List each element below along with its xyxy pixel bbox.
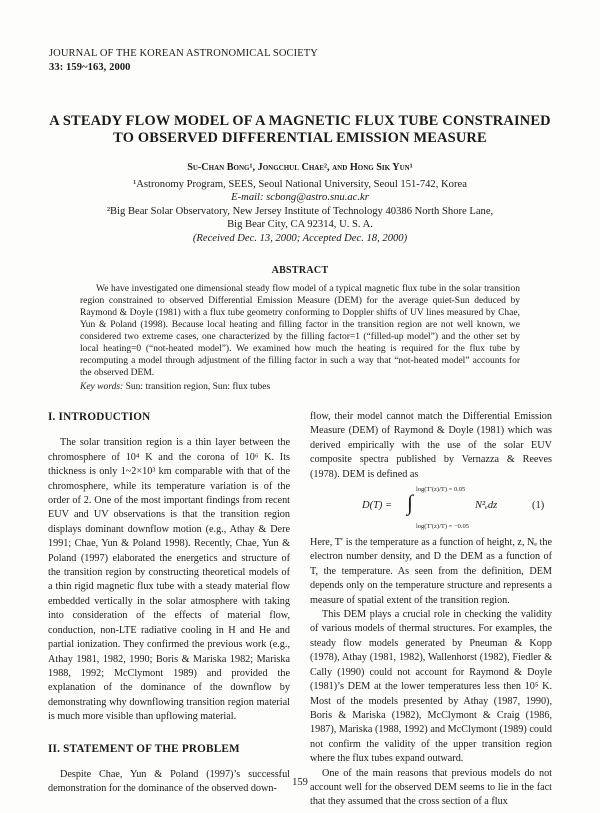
section-2-paragraph: Despite Chae, Yun & Poland (1997)’s successful demonstration for the dominance of the observed down- xyxy=(48,768,290,795)
email: E-mail: scbong@astro.snu.ac.kr xyxy=(231,192,369,204)
section-1-paragraph: The solar transition region is a thin layer between the chromosphere of 10⁴ K and the corona of 10⁶ K. Its thickness is only 1~2×10³ km comparable with that of the chromosphere, while its temperature variation is of the order of 2. One of the most important findings from recent EUV and UV observations is that the transition region displays dominant downflow motion (e.g., Athay & Dere 1991; Chae, Yun & Poland 1998). Recently, Chae, Yun & Poland (1997) elaborated the energetics and structure of the transition region by constructing theoretical models of a thin rigid magnetic flux tube with a steady material flow embedded vertically in the solar atmosphere with taking into consideration of the effects of material flow, conduction, non-LTE radiative cooling in H and He and partial ionization. They confirmed the previous work (e.g., Athay 1981, 1982, 1990; Boris & Mariska 1982; Mariska 1988, 1992; McClymont 1989) and provided the explanation of the dominance of the downflow by demonstrating why downflowing transition region material is much more visible than upflowing material. xyxy=(48,437,290,723)
equation-lhs: D(T) = xyxy=(362,500,393,512)
equation-lower-limit: log(T′(z)/T) = −0.05 xyxy=(416,523,469,531)
page-number: 159 xyxy=(292,777,308,788)
equation-1 xyxy=(310,482,552,536)
journal-header xyxy=(49,47,318,75)
affiliation-1: ¹Astronomy Program, SEES, Seoul National University, Seoul 151-742, Korea xyxy=(133,179,467,190)
right-paragraph-continued: flow, their model cannot match the Differential Emission Measure (DEM) of Raymond & Doyle (1981) which was derived empirically with the use of the solar EUV composite spectra published by Vernazza & Reeves (1978). DEM is defined as xyxy=(310,411,552,480)
paper-title xyxy=(36,113,564,147)
keywords xyxy=(80,381,520,393)
affiliation-2-line-2: Big Bear City, CA 92314, U. S. A. xyxy=(227,219,373,231)
equation-integrand: N²ₑdz xyxy=(475,500,498,512)
section-1-heading: I. INTRODUCTION xyxy=(48,411,151,423)
equation-upper-limit: log(T′(z)/T) = 0.05 xyxy=(416,486,466,494)
authors: Su-Chan Bong¹, Jongchul Chae², and Hong Sik Yun¹ xyxy=(187,162,413,173)
right-column xyxy=(310,410,552,810)
journal-name: JOURNAL OF THE KOREAN ASTRONOMICAL SOCIETY xyxy=(49,48,318,59)
title-line-2: TO OBSERVED DIFFERENTIAL EMISSION MEASURE xyxy=(113,130,487,146)
keywords-text: Sun: transition region, Sun: flux tubes xyxy=(125,382,271,392)
journal-volume: 33: 159~163, 2000 xyxy=(49,62,131,73)
keywords-label: Key words: xyxy=(80,382,124,392)
affiliation-2-line-1: ²Big Bear Solar Observatory, New Jersey Institute of Technology 40386 North Shore Lane, xyxy=(106,205,494,217)
abstract-text: We have investigated one dimensional steady flow model of a typical magnetic flux tube in the solar transition region constrained to observed Differential Emission Measure (DEM) for the average quiet-Sun deduced by Raymond & Doyle (1981) with a flux tube geometry conforming to Doppler shifts of UV lines measured by Chae, Yun & Poland (1998). Because local heating and filling factor in the transition region are not well known, we considered two extreme cases, one characterized by the filling factor=1 (“filled-up model”) and the other set by local heating=0 (“not-heated model”). We examined how much the heating is required for the flux tube by recomputing a model through adjustment of the filling factor in such a way that “not-heated model” accounts for the observed DEM. xyxy=(80,284,520,378)
integral-icon: ∫ xyxy=(407,490,414,516)
abstract-heading: ABSTRACT xyxy=(271,265,329,276)
right-paragraph-2: This DEM plays a crucial role in checking the validity of various models of thermal structures. For examples, the steady flow models generated by Pneuman & Kopp (1978), Athay (1981, 1982), Wallenhorst (1982), Fiedler & Cally (1990) could not account for Raymond & Doyle (1981)’s DEM at the lower temperatures less then 10⁵ K. Most of the models presented by Athay (1987, 1990), Boris & Mariska (1982), McClymont & Craig (1986, 1987), Mariska (1988, 1992) and McClymont (1989) could not confirm the validity of the upper transition region where the flux tubes expand outward. xyxy=(310,609,552,765)
title-line-1: A STEADY FLOW MODEL OF A MAGNETIC FLUX TUBE CONSTRAINED xyxy=(49,113,551,129)
right-paragraph-after-equation: Here, T′ is the temperature as a function of height, z, Nₑ the electron number density, and D the DEM as a function of T, the temperature. As seen from the definition, DEM depends only on the temperature structure and represents a measure of spatial extent of the transition region. xyxy=(310,537,552,606)
section-2-heading: II. STATEMENT OF THE PROBLEM xyxy=(48,742,240,755)
equation-number: (1) xyxy=(532,500,545,512)
right-paragraph-3: One of the main reasons that previous models do not account well for the observed DEM seems to lie in the fact that they assumed that the cross section of a flux xyxy=(310,767,552,808)
left-column xyxy=(48,410,290,797)
received-dates: (Received Dec. 13, 2000; Accepted Dec. 18, 2000) xyxy=(192,232,408,244)
affiliations xyxy=(0,178,600,245)
